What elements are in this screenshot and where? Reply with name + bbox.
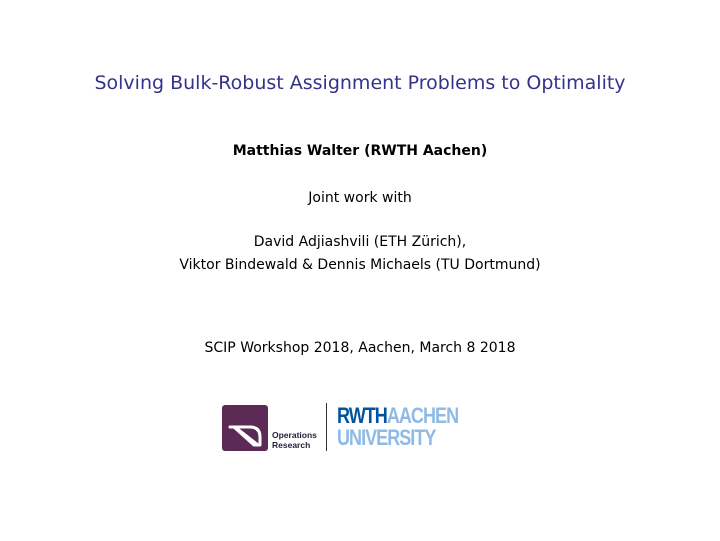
operations-research-wordmark xyxy=(272,430,317,450)
aachen-text: AACHEN xyxy=(386,403,459,428)
slide-title: Solving Bulk-Robust Assignment Problems to Optimality xyxy=(94,72,626,94)
university-text: UNIVERSITY xyxy=(337,425,436,450)
author: Matthias Walter (RWTH Aachen) xyxy=(232,143,488,159)
logo-divider xyxy=(326,403,327,451)
rwth-text: RWTH xyxy=(337,403,387,428)
logo-strip xyxy=(222,403,498,453)
rwth-aachen-logo xyxy=(337,405,458,449)
operations-research-logo-icon xyxy=(222,405,268,451)
or-line-1: Operations xyxy=(272,430,317,440)
coauthors-line-1: David Adjiashvili (ETH Zürich), xyxy=(253,234,467,250)
event-info: SCIP Workshop 2018, Aachen, March 8 2018 xyxy=(204,340,516,356)
joint-work-label: Joint work with xyxy=(308,190,412,206)
or-line-2: Research xyxy=(272,440,311,450)
coauthors-line-2: Viktor Bindewald & Dennis Michaels (TU Dortmund) xyxy=(179,257,541,273)
